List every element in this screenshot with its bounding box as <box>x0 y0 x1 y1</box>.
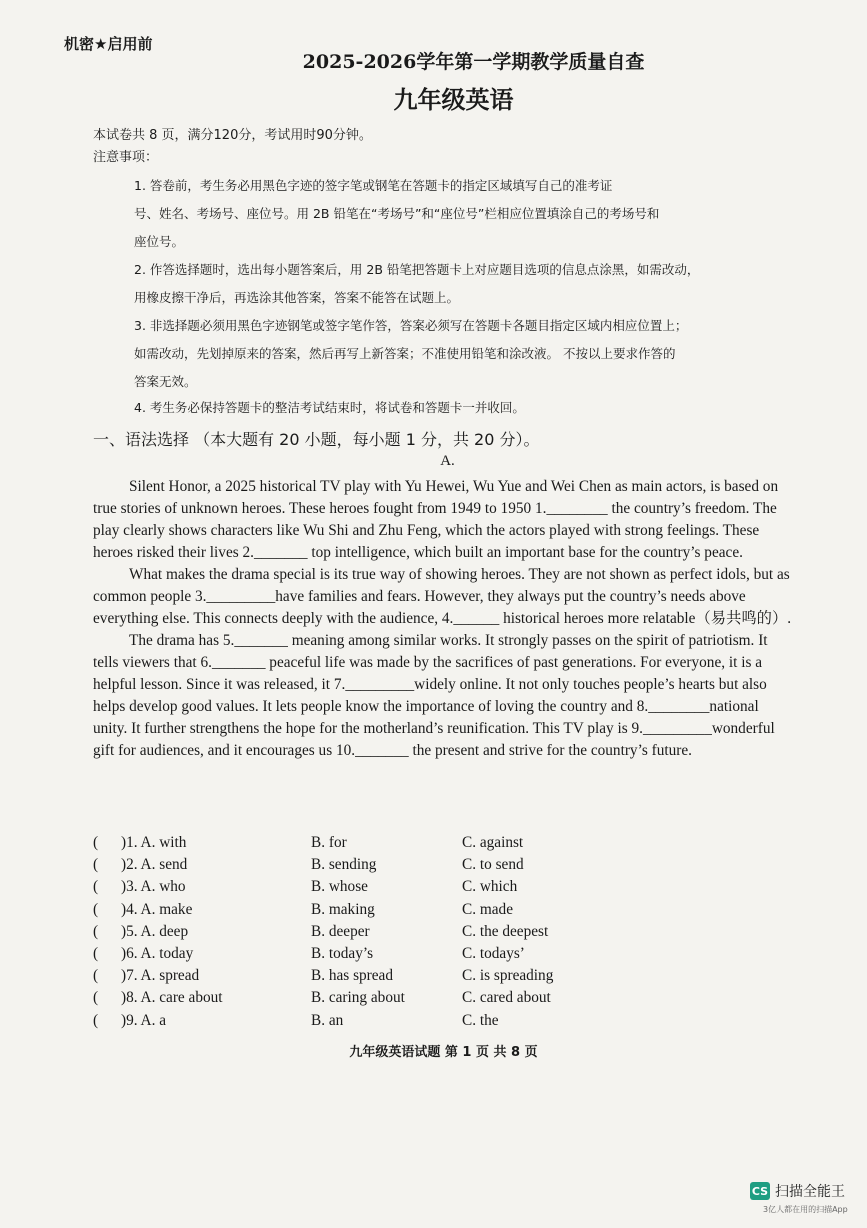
part-label: A. <box>440 453 455 469</box>
page-footer: 九年级英语试题 第 1 页 共 8 页 <box>349 1045 538 1060</box>
scanner-tagline: 3亿人都在用的扫描App <box>763 1205 848 1214</box>
question-row <box>93 943 622 965</box>
option-c: C. the <box>462 1011 499 1029</box>
notice-line: 如需改动，先划掉原来的答案，然后再写上新答案；不准使用铅笔和涂改液。 不按以上要求作答的 <box>134 346 676 361</box>
question-row <box>93 1010 622 1032</box>
option-c: C. is spreading <box>462 967 554 985</box>
option-a: )7. A. spread <box>121 967 200 985</box>
question-options <box>93 832 622 1032</box>
answer-blank: ( <box>93 944 99 962</box>
option-a: )5. A. deep <box>121 922 189 940</box>
reading-passage <box>93 476 793 762</box>
option-b: B. caring about <box>311 989 405 1007</box>
answer-blank: ( <box>93 967 99 985</box>
answer-blank: ( <box>93 856 99 874</box>
question-row <box>93 899 622 921</box>
option-b: B. deeper <box>311 922 370 940</box>
option-c: C. against <box>462 834 524 851</box>
passage-paragraph-2: What makes the drama special is its true way of showing heroes. They are not shown as perfect idols, but as common people 3._________have families and fears. However, they always put the country’s needs above everything else. This connects deeply with the audience, 4.______ historical heroes more relatable（易共鸣的）. <box>93 566 792 627</box>
notice-line: 用橡皮擦干净后，再选涂其他答案，答案不能答在试题上。 <box>134 290 460 305</box>
notice-line: 1. 答卷前，考生务必用黑色字迹的签字笔或钢笔在答题卡的指定区域填写自己的准考证 <box>134 178 613 193</box>
question-row <box>93 854 622 876</box>
option-b: B. today’s <box>311 944 374 962</box>
option-a: )8. A. care about <box>121 989 223 1007</box>
option-c: C. made <box>462 900 513 918</box>
option-b: B. for <box>311 834 347 851</box>
answer-blank: ( <box>93 834 99 851</box>
option-b: B. whose <box>311 878 368 896</box>
notice-line: 座位号。 <box>134 234 185 249</box>
answer-blank: ( <box>93 900 99 918</box>
option-c: C. which <box>462 878 518 896</box>
answer-blank: ( <box>93 922 99 940</box>
passage-paragraph-3: The drama has 5._______ meaning among similar works. It strongly passes on the spirit of patriotism. It tells viewers that 6._______ peaceful life was made by the sacrifices of past generations. For everyone, it is a helpful lesson. Since it was released, it 7._________widely online. It not only touches people’s hearts but also helps develop good values. It lets people know the importance of loving the country and 8.________national unity. It further strengthens the hope for the motherland’s reunification. This TV play is 9._________wonderful gift for audiences, and it encourages us 10._______ the present and strive for the country’s future. <box>93 632 775 759</box>
notice-item-3 <box>134 312 794 396</box>
option-a: )4. A. make <box>121 900 193 918</box>
notice-line: 4. 考生务必保持答题卡的整洁考试结束时，将试卷和答题卡一并收回。 <box>134 400 525 415</box>
notice-item-1 <box>134 172 794 256</box>
exam-title: 2025-2026学年第一学期教学质量自查 <box>302 51 645 73</box>
option-b: B. has spread <box>311 967 393 985</box>
notice-line: 答案无效。 <box>134 374 197 389</box>
exam-subtitle: 九年级英语 <box>393 85 514 114</box>
question-row <box>93 965 622 987</box>
answer-blank: ( <box>93 1011 99 1029</box>
option-a: )9. A. a <box>121 1011 167 1029</box>
notice-line: 号、姓名、考场号、座位号。用 2B 铅笔在“考场号”和“座位号”栏相应位置填涂自己的考场号和 <box>134 206 660 221</box>
camscanner-icon: CS <box>750 1182 770 1200</box>
section-heading: 一、语法选择 （本大题有 20 小题，每小题 1 分，共 20 分）。 <box>93 430 540 449</box>
option-b: B. sending <box>311 856 377 874</box>
notice-heading: 注意事项： <box>93 150 159 165</box>
option-c: C. the deepest <box>462 922 549 940</box>
exam-info: 本试卷共 8 页，满分120分，考试用时90分钟。 <box>93 128 372 143</box>
notice-line: 2. 作答选择题时，选出每小题答案后，用 2B 铅笔把答题卡上对应题目选项的信息点涂黑，如需改动， <box>134 262 700 277</box>
option-a: )2. A. send <box>121 856 188 874</box>
scanner-app-name: 扫描全能王 <box>775 1184 845 1200</box>
question-row <box>93 987 622 1009</box>
confidential-mark: 机密★启用前 <box>64 35 153 53</box>
option-a: )1. A. with <box>121 834 187 851</box>
option-b: B. making <box>311 900 375 918</box>
passage-paragraph-1: Silent Honor, a 2025 historical TV play with Yu Hewei, Wu Yue and Wei Chen as main actors, is based on true stories of unknown heroes. These heroes fought from 1949 to 1950 1.________ the country’s freedom. The play clearly shows characters like Wu Shi and Zhu Feng, which the actors played with strong feelings. These heroes risked their lives 2._______ top intelligence, which built an important base for the country’s peace. <box>93 478 779 561</box>
option-b: B. an <box>311 1011 344 1029</box>
scanner-watermark <box>750 1181 845 1201</box>
answer-blank: ( <box>93 989 99 1007</box>
notice-item-2 <box>134 256 794 312</box>
option-a: )3. A. who <box>121 878 186 896</box>
notice-item-4 <box>134 394 794 422</box>
option-c: C. to send <box>462 856 524 874</box>
question-row <box>93 832 622 854</box>
option-a: )6. A. today <box>121 944 194 962</box>
question-row <box>93 921 622 943</box>
option-c: C. todays’ <box>462 944 525 962</box>
notice-line: 3. 非选择题必须用黑色字迹钢笔或签字笔作答，答案必须写在答题卡各题目指定区域内相应位置上； <box>134 318 688 333</box>
option-c: C. cared about <box>462 989 551 1007</box>
answer-blank: ( <box>93 878 99 896</box>
question-row <box>93 876 622 898</box>
